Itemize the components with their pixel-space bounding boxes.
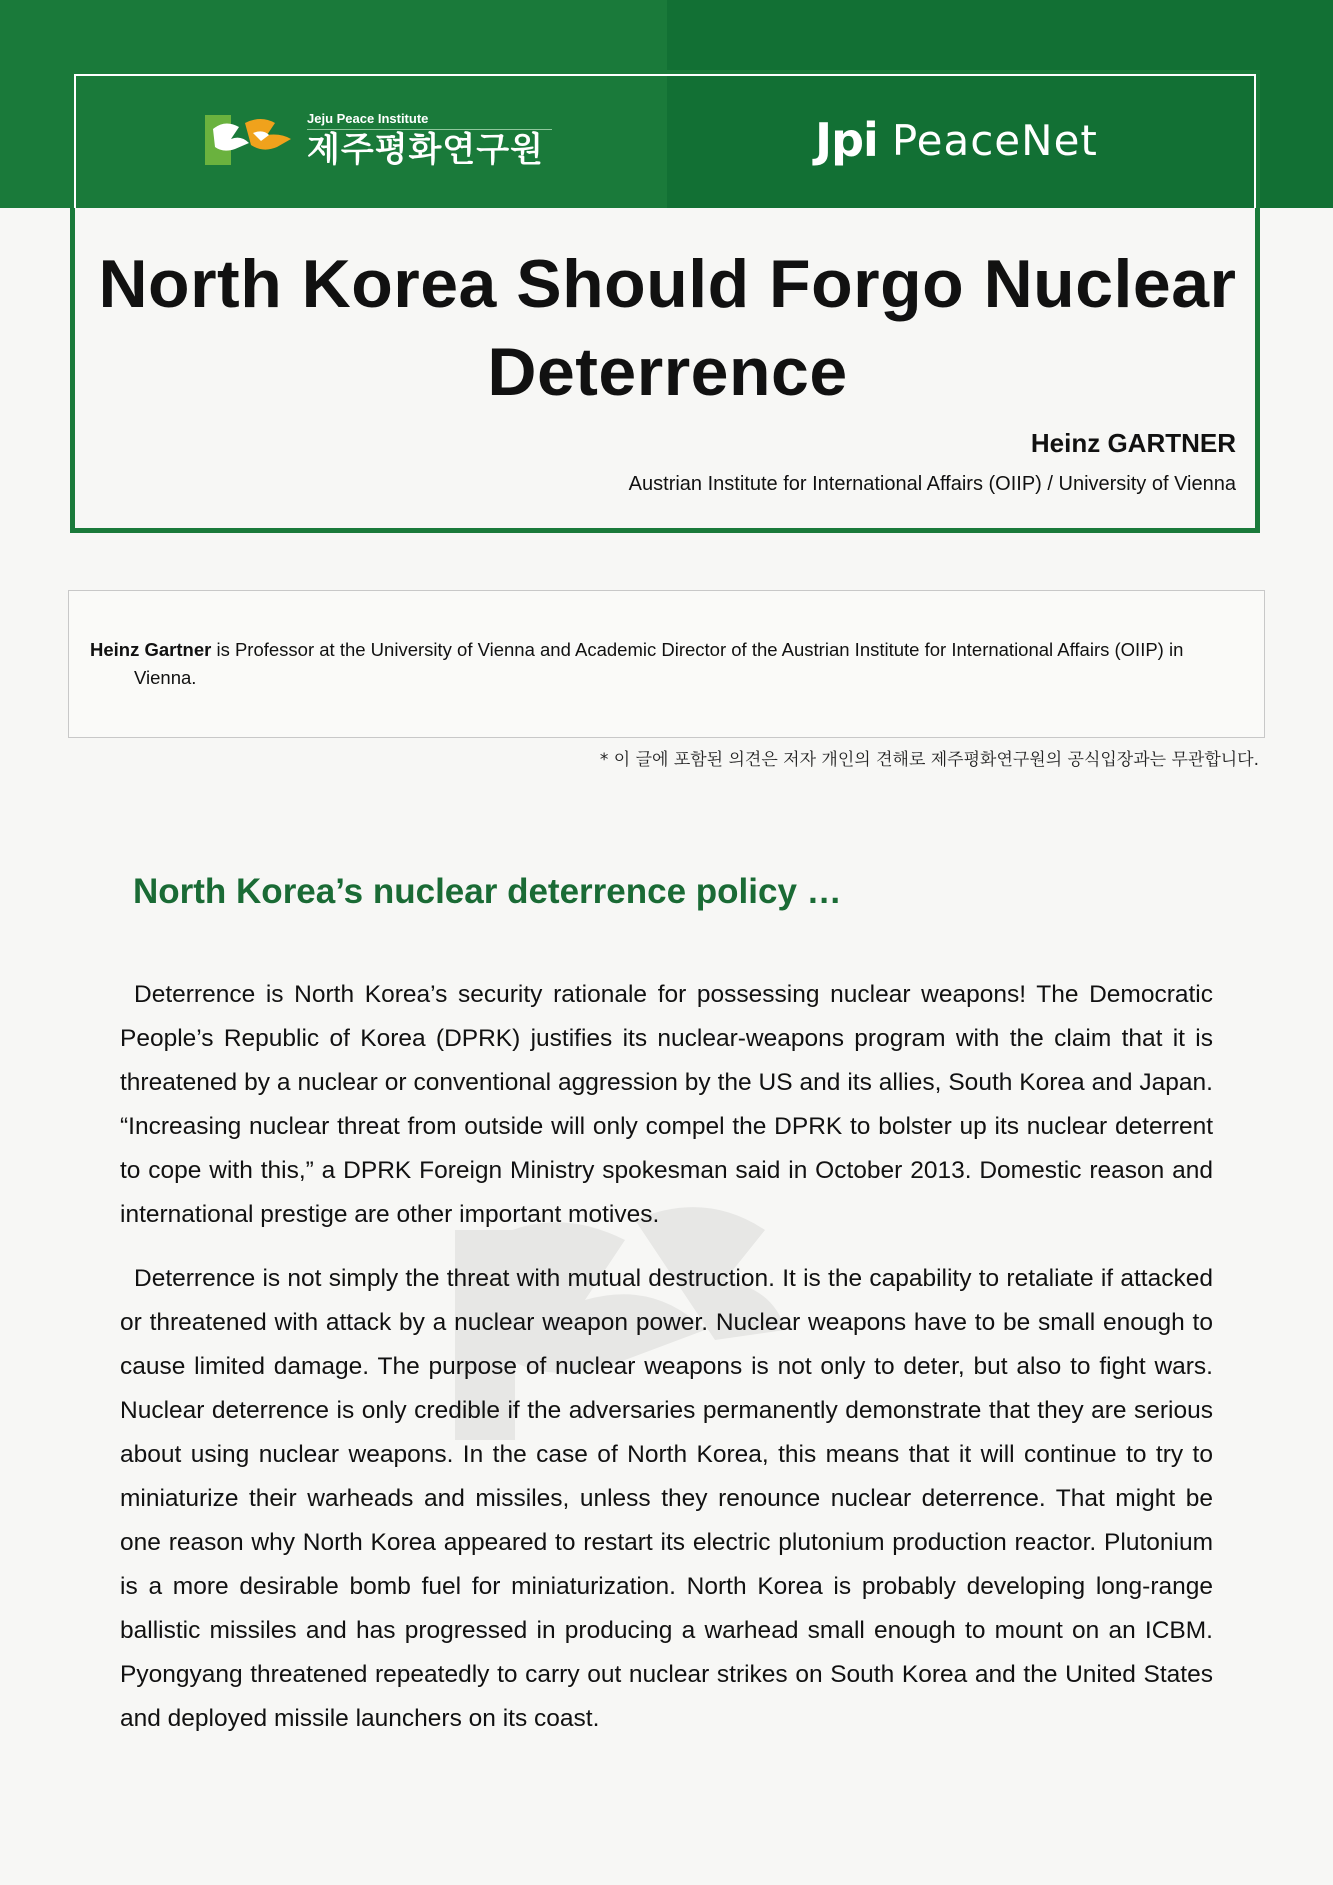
author-bio — [90, 636, 1240, 692]
disclaimer-note: * 이 글에 포함된 의견은 저자 개인의 견해로 제주평화연구원의 공식입장과는 무관합니다. — [599, 750, 1259, 770]
bio-text: is Professor at the University of Vienna and Academic Director of the Austrian Institute for International Affairs (OIIP) in — [211, 639, 1184, 660]
author-name: Heinz GARTNER — [1030, 428, 1236, 458]
peacenet-brand — [815, 113, 1098, 167]
logo-korean-name: 제주평화연구원 — [307, 129, 544, 170]
logo-english-name: Jeju Peace Institute — [307, 111, 552, 130]
body-paragraph-2: Deterrence is not simply the threat with mutual destruction. It is the capability to retaliate if attacked or threatened with attack by a nuclear weapon power. Nuclear weapons have to be small enough to cause limited damage. The purpose of nuclear weapons is not only to deter, but also to fight wars. Nuclear deterrence is only credible if the adversaries permanently demonstrate that they are serious about using nuclear weapons. In the case of North Korea, this means that it will continue to try to miniaturize their warheads and missiles, unless they renounce nuclear deterrence. That might be one reason why North Korea appeared to restart its electric plutonium production reactor. Plutonium is a more desirable bomb fuel for miniaturization. North Korea is probably developing long-range ballistic missiles and has progressed in producing a warhead small enough to mount on an ICBM. Pyongyang threatened repeatedly to carry out nuclear strikes on South Korea and the United States and deployed missile launchers on its coast. — [120, 1264, 1213, 1732]
bio-name: Heinz Gartner — [90, 639, 212, 660]
author-affiliation: Austrian Institute for International Affairs (OIIP) / University of Vienna — [628, 473, 1236, 495]
section-heading: North Korea’s nuclear deterrence policy … — [133, 872, 842, 911]
peacenet-name: PeaceNet — [891, 115, 1098, 165]
article-title: North Korea Should Forgo Nuclear Deterrence — [98, 246, 1237, 410]
jpi-logo-text: Jpi — [815, 113, 878, 167]
institute-logo — [205, 108, 552, 172]
body-paragraph-1: Deterrence is North Korea’s security rationale for possessing nuclear weapons! The Democratic People’s Republic of Korea (DPRK) justifies its nuclear-weapons program with the claim that it is threatened by a nuclear or conventional aggression by the US and its allies, South Korea and Japan. “Increasing nuclear threat from outside will only compel the DPRK to bolster up its nuclear deterrent to cope with this,” a DPRK Foreign Ministry spokesman said in October 2013. Domestic reason and international prestige are other important motives. — [120, 980, 1213, 1228]
jeju-peace-institute-logo-icon — [205, 109, 295, 171]
bio-text-continued: Vienna. — [134, 667, 197, 688]
